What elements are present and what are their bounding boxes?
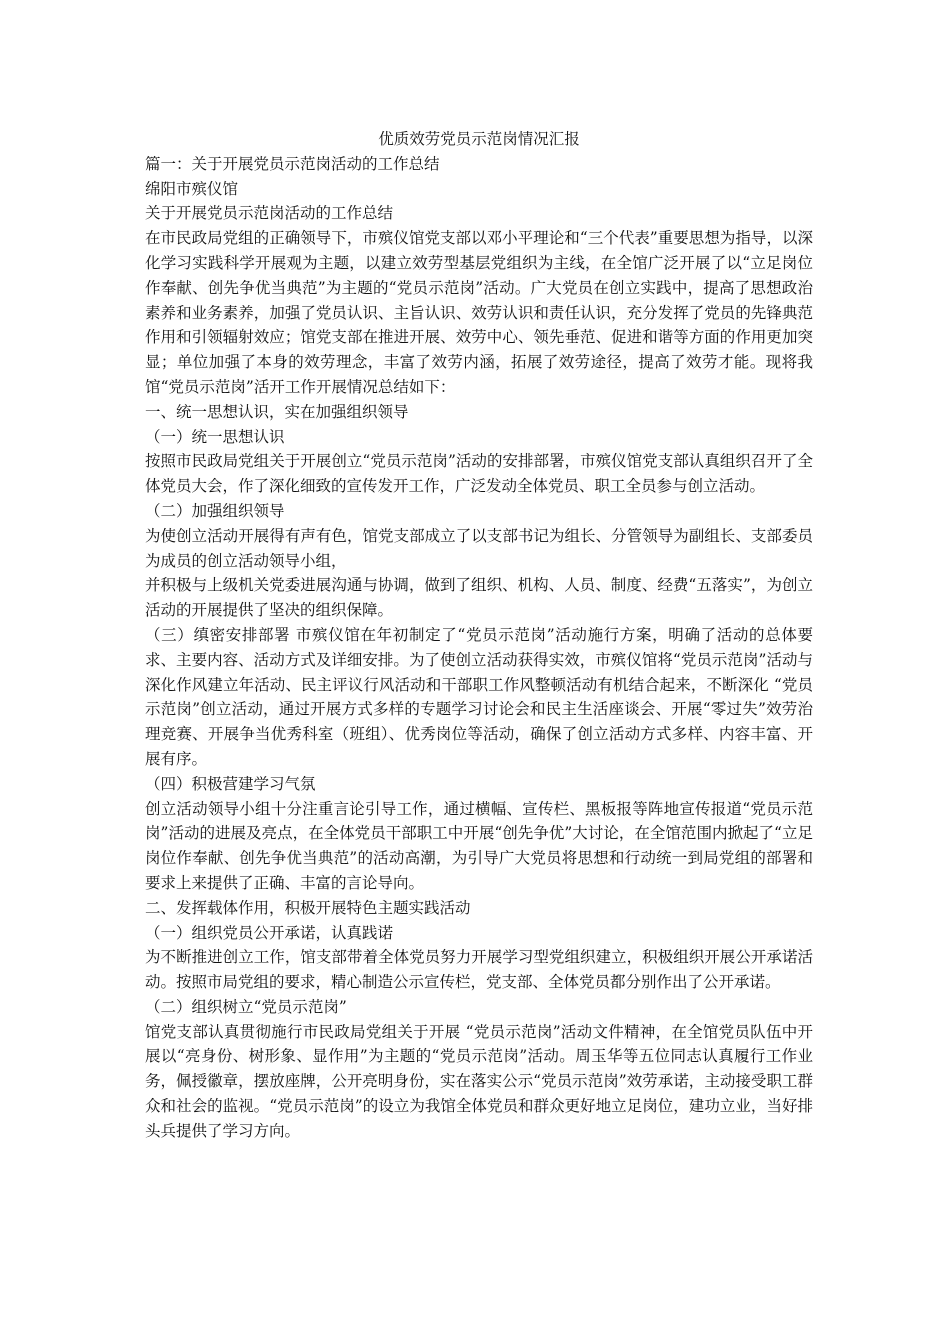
subsection-heading-1-1: （一）统一思想认识 — [145, 427, 285, 446]
section-heading-1: 一、统一思想认识，实在加强组织领导 — [145, 402, 409, 421]
section-heading-2: 二、发挥载体作用，积极开展特色主题实践活动 — [145, 898, 471, 917]
document-body — [145, 127, 813, 1144]
subsection-heading-1-2: （二）加强组织领导 — [145, 501, 285, 520]
report-subtitle: 关于开展党员示范岗活动的工作总结 — [145, 204, 394, 223]
paragraph-1-1: 按照市民政局党组关于开展创立“党员示范岗”活动的安排部署，市殡仪馆党支部认真组织召开了全体党员大会，作了深化细致的宣传发开工作，广泛发动全体党员、职工全员参与创立活动。 — [145, 452, 813, 496]
document-title: 优质效劳党员示范岗情况汇报 — [378, 130, 580, 148]
paragraph-1-2a: 为使创立活动开展得有声有色，馆党支部成立了以支部书记为组长、分管领导为副组长、支部委员为成员的创立活动领导小组， — [145, 526, 813, 570]
paragraph-1-2b: 并积极与上级机关党委进展沟通与协调，做到了组织、机构、人员、制度、经费“五落实”，为创立活动的开展提供了坚决的组织保障。 — [145, 576, 813, 620]
paragraph-1-4: 创立活动领导小组十分注重言论引导工作，通过横幅、宣传栏、黑板报等阵地宣传报道“党员示范岗”活动的进展及亮点，在全体党员干部职工中开展“创先争优”大讨论，在全馆范围内掀起了“立足岗位作奉献、创先争优当典范”的活动高潮，为引导广大党员将思想和行动统一到局党组的部署和要求上来提供了正确、丰富的言论导向。 — [145, 799, 813, 892]
subsection-heading-1-4: （四）积极营建学习气氛 — [145, 774, 316, 793]
subsection-heading-2-2: （二）组织树立“党员示范岗” — [145, 997, 347, 1016]
paragraph-2-1: 为不断推进创立工作，馆支部带着全体党员努力开展学习型党组织建立，积极组织开展公开承诺活动。按照市局党组的要求，精心制造公示宣传栏，党支部、全体党员都分别作出了公开承诺。 — [145, 948, 813, 992]
subsection-heading-2-1: （一）组织党员公开承诺，认真践诺 — [145, 923, 394, 942]
paragraph-1-3: （三）缜密安排部署 市殡仪馆在年初制定了“党员示范岗”活动施行方案，明确了活动的总体要求、主要内容、活动方式及详细安排。为了使创立活动获得实效，市殡仪馆将“党员示范岗”活动与深化作风建立年活动、民主评议行风活动和干部职工作风整顿活动有机结合起来，不断深化 “党员示范岗”创立活动，通过开展方式多样的专题学习讨论会和民主生活座谈会、开展“零过失”效劳治理竞赛、开展争当优秀科室（班组）、优秀岗位等活动，确保了创立活动方式多样、内容丰富、开展有序。 — [145, 625, 813, 768]
paragraph-2-2: 馆党支部认真贯彻施行市民政局党组关于开展 “党员示范岗”活动文件精神，在全馆党员队伍中开展以“亮身份、树形象、显作用”为主题的“党员示范岗”活动。周玉华等五位同志认真履行工作业务，佩授徽章，摆放座牌，公开亮明身份，实在落实公示“党员示范岗”效劳承诺，主动接受职工群众和社会的监视。“党员示范岗”的设立为我馆全体党员和群众更好地立足岗位，建功立业，当好排头兵提供了学习方向。 — [145, 1022, 813, 1140]
organization-name: 绵阳市殡仪馆 — [145, 179, 239, 198]
intro-paragraph: 在市民政局党组的正确领导下，市殡仪馆党支部以邓小平理论和“三个代表”重要思想为指导，以深化学习实践科学开展观为主题，以建立效劳型基层党组织为主线，在全馆广泛开展了以“立足岗位作奉献、创先争优当典范”为主题的“党员示范岗”活动。广大党员在创立实践中，提高了思想政治素养和业务素养，加强了党员认识、主旨认识、效劳认识和责任认识，充分发挥了党员的先锋典范作用和引领辐射效应；馆党支部在推进开展、效劳中心、领先垂范、促进和谐等方面的作用更加突显；单位加强了本身的效劳理念，丰富了效劳内涵，拓展了效劳途径，提高了效劳才能。现将我馆“党员示范岗”活开工作开展情况总结如下： — [145, 229, 813, 396]
heading-article-1: 篇一：关于开展党员示范岗活动的工作总结 — [145, 154, 440, 173]
